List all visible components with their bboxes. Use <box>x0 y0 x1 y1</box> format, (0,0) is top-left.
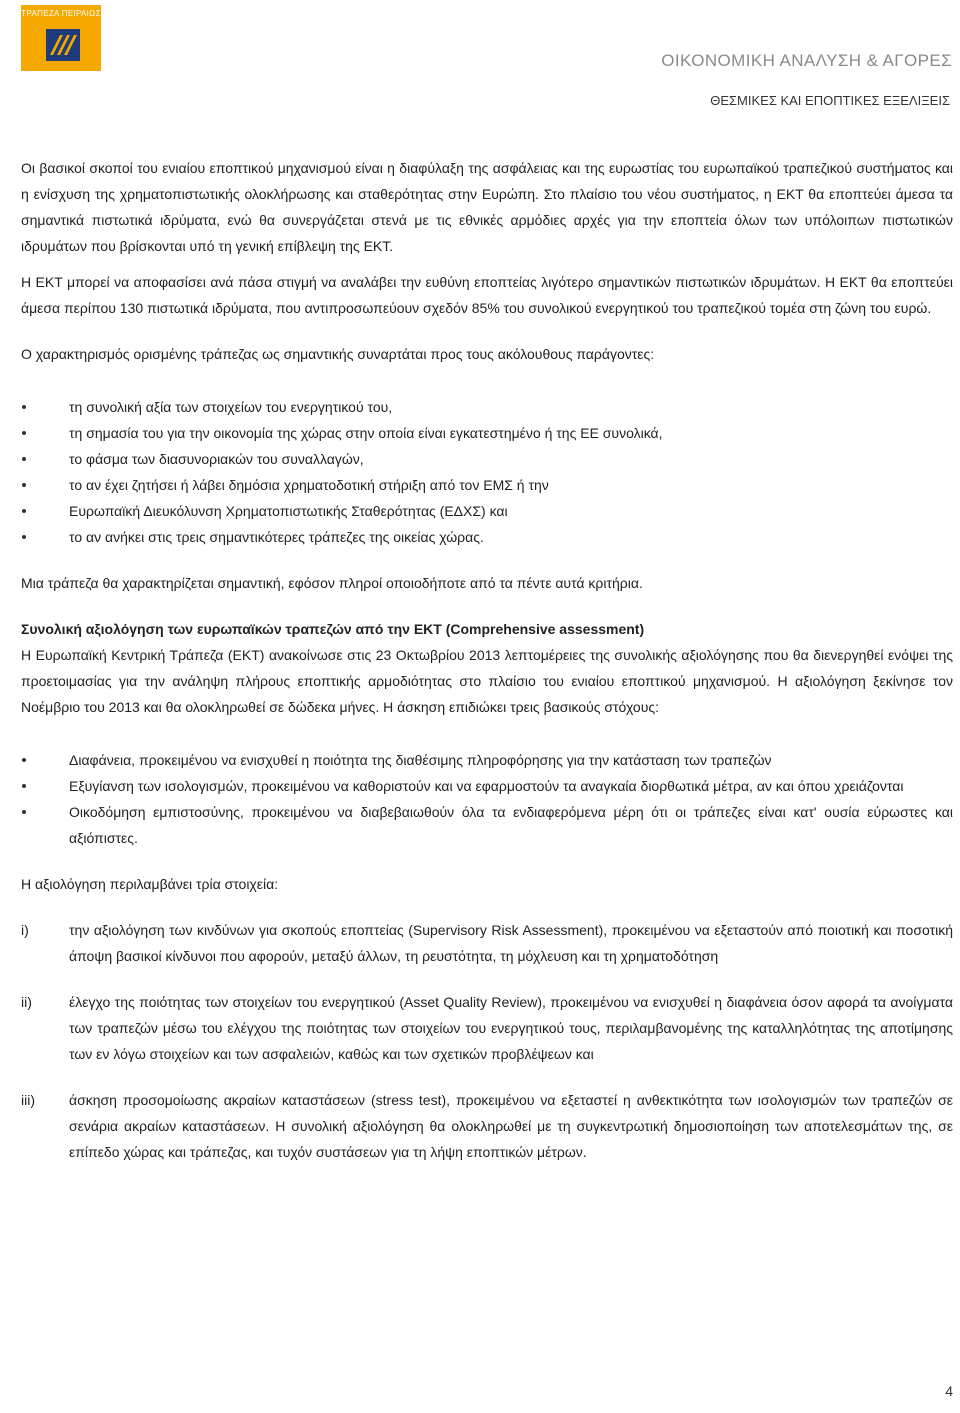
paragraph-elements-intro: Η αξιολόγηση περιλαμβάνει τρία στοιχεία: <box>21 876 279 892</box>
element-text: άσκηση προσομοίωσης ακραίων καταστάσεων (stress test), προκειμένου να εξεταστεί η ανθεκτικότητα των ισολογισμών των τραπεζών σε σενάρια ακραίων καταστάσεων. Η συνολική αξιολόγηση θα ολοκληρωθεί με τη συγκεντρωτική δημοσιοποίηση των αποτελεσμάτων της, σε επίπεδο χώρας και τράπεζας, και τυχόν συστάσεων για τη λήψη εποπτικών μέτρων. <box>69 1092 953 1160</box>
paragraph-significance: Μια τράπεζα θα χαρακτηρίζεται σημαντική, εφόσον πληροί οποιοδήποτε από τα πέντε αυτά κριτήρια. <box>21 575 643 591</box>
paragraph-assessment: Η Ευρωπαϊκή Κεντρική Τράπεζα (ΕΚΤ) ανακοίνωσε στις 23 Οκτωβρίου 2013 λεπτομέρειες της συνολικής αξιολόγησης που θα διενεργηθεί ενόψει της προετοιμασίας για την ανάληψη πλήρους εποπτικής αρμοδιότητας στο πλαίσιο του ενιαίου εποπτικού μηχανισμού. Η αξιολόγηση ξεκίνησε τον Νοέμβριο του 2013 και θα ολοκληρωθεί σε δώδεκα μήνες. Η άσκηση επιδιώκει τρεις βασικούς στόχους: <box>21 647 953 715</box>
element-item <box>21 989 953 1067</box>
element-item <box>21 1087 953 1165</box>
element-item <box>21 917 953 969</box>
list-item: τη συνολική αξία των στοιχείων του ενεργητικού του, <box>21 394 953 420</box>
bank-logo <box>21 5 101 71</box>
criteria-list <box>21 394 953 550</box>
list-item: Ευρωπαϊκή Διευκόλυνση Χρηματοπιστωτικής Σταθερότητας (ΕΔΧΣ) και <box>21 498 953 524</box>
element-number: ii) <box>21 994 32 1010</box>
list-item: το αν ανήκει στις τρεις σημαντικότερες τράπεζες της οικείας χώρας. <box>21 524 953 550</box>
list-item: τη σημασία του για την οικονομία της χώρας στην οποία είναι εγκατεστημένο ή της ΕΕ συνολικά, <box>21 420 953 446</box>
list-item: το αν έχει ζητήσει ή λάβει δημόσια χρηματοδοτική στήριξη από τον ΕΜΣ ή την <box>21 472 953 498</box>
list-item: Διαφάνεια, προκειμένου να ενισχυθεί η ποιότητα της διαθέσιμης πληροφόρησης για την κατάσταση των τραπεζών <box>21 747 953 773</box>
bank-emblem-icon <box>46 29 80 61</box>
goals-list <box>21 747 953 851</box>
paragraph-intro: Οι βασικοί σκοποί του ενιαίου εποπτικού μηχανισμού είναι η διαφύλαξη της ασφάλειας και της ευρωστίας του ευρωπαϊκού τραπεζικού συστήματος και η ενίσχυση της χρηματοπιστωτικής ολοκλήρωσης και σταθερότητας στην Ευρώπη. Στο πλαίσιο του νέου συστήματος, η ΕΚΤ θα εποπτεύει άμεσα τα σημαντικά πιστωτικά ιδρύματα, ενώ θα συνεργάζεται στενά με τις εθνικές αρμόδιες αρχές για την εποπτεία όλων των υπόλοιπων πιστωτικών ιδρυμάτων που βρίσκονται υπό τη γενική επίβλεψη της ΕΚΤ. <box>21 160 953 254</box>
element-text: έλεγχο της ποιότητας των στοιχείων του ενεργητικού (Asset Quality Review), προκειμένου να ενισχυθεί η διαφάνεια όσον αφορά τα ανοίγματα των τραπεζών μέσω του ελέγχου της ποιότητας των στοιχείων του ενεργητικού τους, περιλαμβανομένης της καταλληλότητας της αποτίμησης των εν λόγω στοιχείων και των ασφαλειών, καθώς και των σχετικών προβλέψεων και <box>69 994 953 1062</box>
element-text: την αξιολόγηση των κινδύνων για σκοπούς εποπτείας (Supervisory Risk Assessment), προκειμένου να εξεταστούν από ποιοτική και ποσοτική άποψη βασικοί κίνδυνοι που αφορούν, μεταξύ άλλων, τη ρευστότητα, τη μόχλευση και τη χρηματοδότηση <box>69 922 953 964</box>
paragraph-supervision: Η ΕΚΤ μπορεί να αποφασίσει ανά πάσα στιγμή να αναλάβει την ευθύνη εποπτείας λιγότερο σημαντικών πιστωτικών ιδρυμάτων. Η ΕΚΤ θα εποπτεύει άμεσα περίπου 130 πιστωτικά ιδρύματα, που αντιπροσωπεύουν σχεδόν 85% του συνολικού ενεργητικού του τραπεζικού τομέα στη ζώνη του ευρώ. <box>21 274 953 316</box>
paragraph-criteria-intro: Ο χαρακτηρισμός ορισμένης τράπεζας ως σημαντικής συναρτάται προς τους ακόλουθους παράγοντες: <box>21 346 655 362</box>
list-item: το φάσμα των διασυνοριακών του συναλλαγών, <box>21 446 953 472</box>
list-item: Εξυγίανση των ισολογισμών, προκειμένου να καθοριστούν και να εφαρμοστούν τα αναγκαία διορθωτικά μέτρα, αν και όπου χρειάζονται <box>21 773 953 799</box>
element-number: i) <box>21 922 29 938</box>
report-subtitle: ΘΕΣΜΙΚΕΣ ΚΑΙ ΕΠΟΠΤΙΚΕΣ ΕΞΕΛΙΞΕΙΣ <box>710 93 950 108</box>
list-item: Οικοδόμηση εμπιστοσύνης, προκειμένου να διαβεβαιωθούν όλα τα ενδιαφερόμενα μέρη ότι οι τράπεζες είναι κατ' ουσία εύρωστες και αξιόπιστες. <box>21 799 953 851</box>
report-title: ΟΙΚΟΝΟΜΙΚΗ ΑΝΑΛΥΣΗ & ΑΓΟΡΕΣ <box>661 51 952 70</box>
section-heading: Συνολική αξιολόγηση των ευρωπαϊκών τραπεζών από την ΕΚΤ (Comprehensive assessment) <box>21 621 645 637</box>
element-number: iii) <box>21 1092 35 1108</box>
page-number: 4 <box>945 1383 953 1399</box>
logo-text: ΤΡΑΠΕΖΑ ΠΕΙΡΑΙΩΣ <box>21 9 101 18</box>
document-body <box>21 155 953 1165</box>
